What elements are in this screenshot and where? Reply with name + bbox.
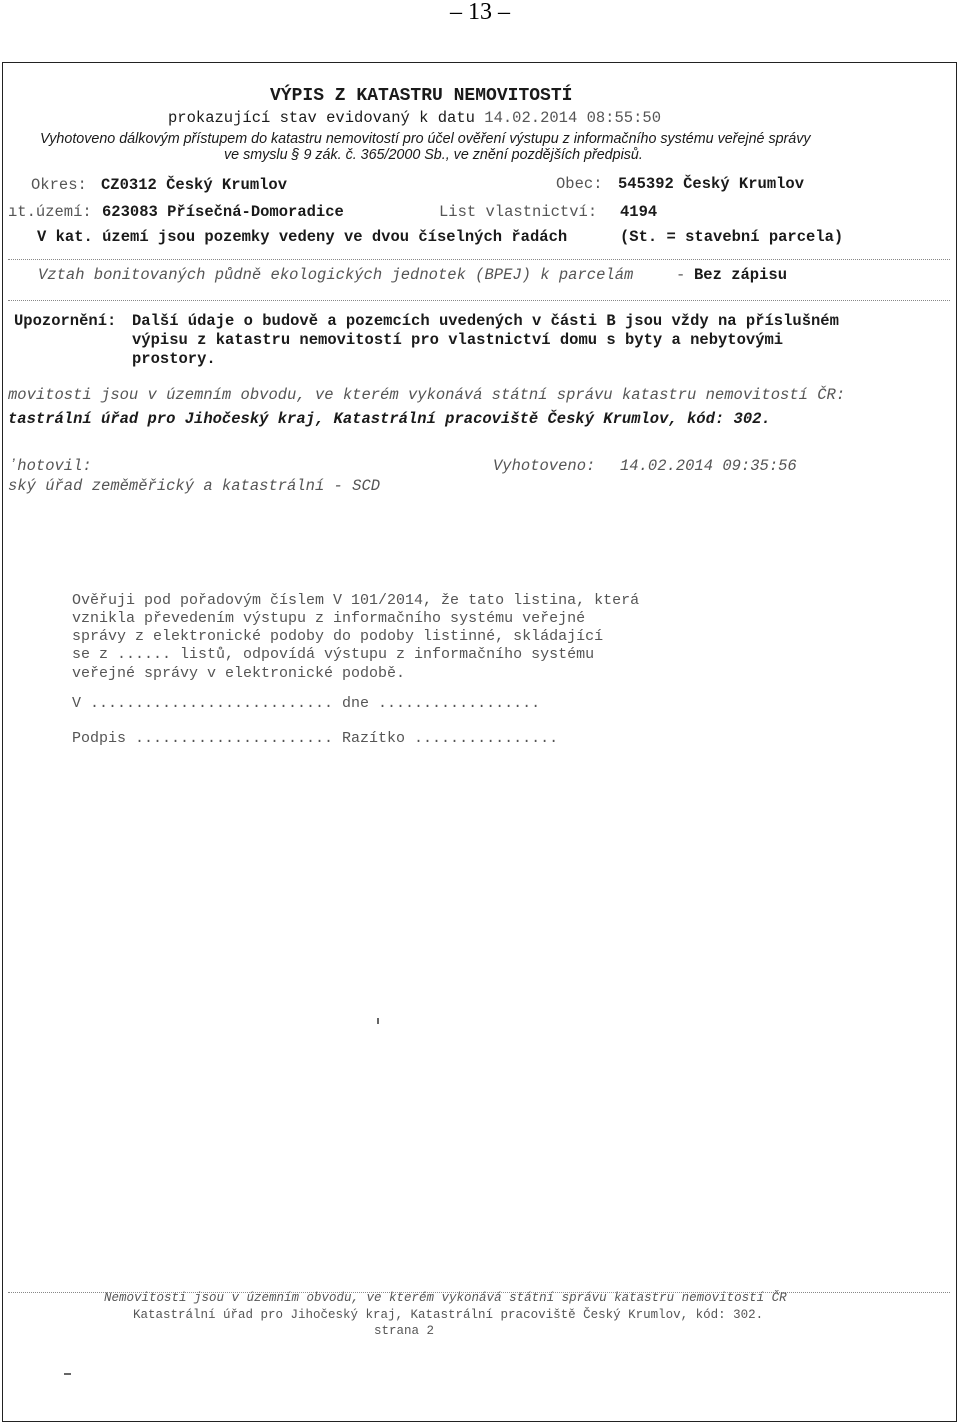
scan-speck (377, 1018, 379, 1024)
subtitle-prefix: prokazující stav evidovaný k datu (168, 109, 475, 127)
okres-value: CZ0312 Český Krumlov (101, 176, 288, 194)
notice-line-3: prostory. (132, 350, 216, 368)
verification-line-2: vznikla převedením výstupu z informačního systému veřejné (72, 610, 586, 627)
remote-access-line-2: ve smyslu § 9 zák. č. 365/2000 Sb., ve znění pozdějších předpisů. (224, 147, 643, 163)
ownership-sheet-value: 4194 (620, 203, 658, 221)
remote-access-line-1: Vyhotoveno dálkovým přístupem do katastru nemovitostí pro účel ověření výstupu z informačního systému veřejné správy (40, 131, 811, 147)
signature-stamp-field: Podpis ...................... Razítko ................ (72, 730, 559, 747)
footer-page-label: strana 2 (374, 1324, 435, 1338)
footer-line-2: Katastrální úřad pro Jihočeský kraj, Katastrální pracoviště Český Krumlov, kód: 302. (133, 1308, 764, 1322)
page-number: – 13 – (450, 0, 510, 25)
obec-value: 545392 Český Krumlov (618, 175, 805, 193)
section-divider (8, 259, 950, 260)
scan-speck (64, 1373, 71, 1375)
notice-line-1: Další údaje o budově a pozemcích uvedených v části B jsou vždy na příslušném (132, 312, 839, 330)
issued-by-value: ský úřad zeměměřický a katastrální - SCD (8, 477, 381, 495)
ownership-sheet-label: List vlastnictví: (439, 203, 598, 221)
okres-label: Okres: (31, 176, 87, 194)
verification-line-5: veřejné správy v elektronické podobě. (72, 665, 406, 682)
document-title: VÝPIS Z KATASTRU NEMOVITOSTÍ (270, 86, 573, 106)
issued-date-label: Vyhotoveno: (493, 457, 596, 475)
bpej-dash: - (676, 266, 686, 284)
notice-line-2: výpisu z katastru nemovitostí pro vlastnictví domu s byty a nebytovými (132, 331, 784, 349)
section-divider (8, 300, 950, 301)
cadastral-area-value: 623083 Přísečná-Domoradice (102, 203, 344, 221)
issued-by-label: ʼhotovil: (8, 457, 92, 475)
obec-label: Obec: (556, 175, 603, 193)
verification-line-4: se z ...... listů, odpovídá výstupu z informačního systému (72, 646, 595, 663)
office-intro: movitosti jsou v územním obvodu, ve kterém vykonává státní správu katastru nemovitostí ČR: (8, 386, 846, 404)
verification-line-1: Ověřuji pod pořadovým číslem V 101/2014, že tato listina, která (72, 592, 640, 609)
bpej-value: Bez zápisu (694, 266, 788, 284)
notice-label: Upozornění: (14, 312, 117, 330)
cadastral-area-label: ıt.území: (8, 203, 92, 221)
document-subtitle (168, 109, 661, 127)
parcel-series-legend: (St. = stavební parcela) (620, 228, 844, 246)
subtitle-datetime: 14.02.2014 08:55:50 (484, 109, 661, 127)
place-date-field: V ........................... dne .................. (72, 695, 541, 712)
verification-line-3: správy z elektronické podoby do podoby listinné, skládající (72, 628, 604, 645)
bpej-heading: Vztah bonitovaných půdně ekologických jednotek (BPEJ) k parcelám (38, 266, 634, 284)
office-name: tastrální úřad pro Jihočeský kraj, Katastrální pracoviště Český Krumlov, kód: 302. (8, 410, 771, 428)
parcel-series-note: V kat. území jsou pozemky vedeny ve dvou číselných řadách (37, 228, 568, 246)
footer-line-1: Nemovitosti jsou v územním obvodu, ve kterém vykonává státní správu katastru nemovitostí ČR (104, 1291, 787, 1305)
issued-date-value: 14.02.2014 09:35:56 (620, 457, 797, 475)
